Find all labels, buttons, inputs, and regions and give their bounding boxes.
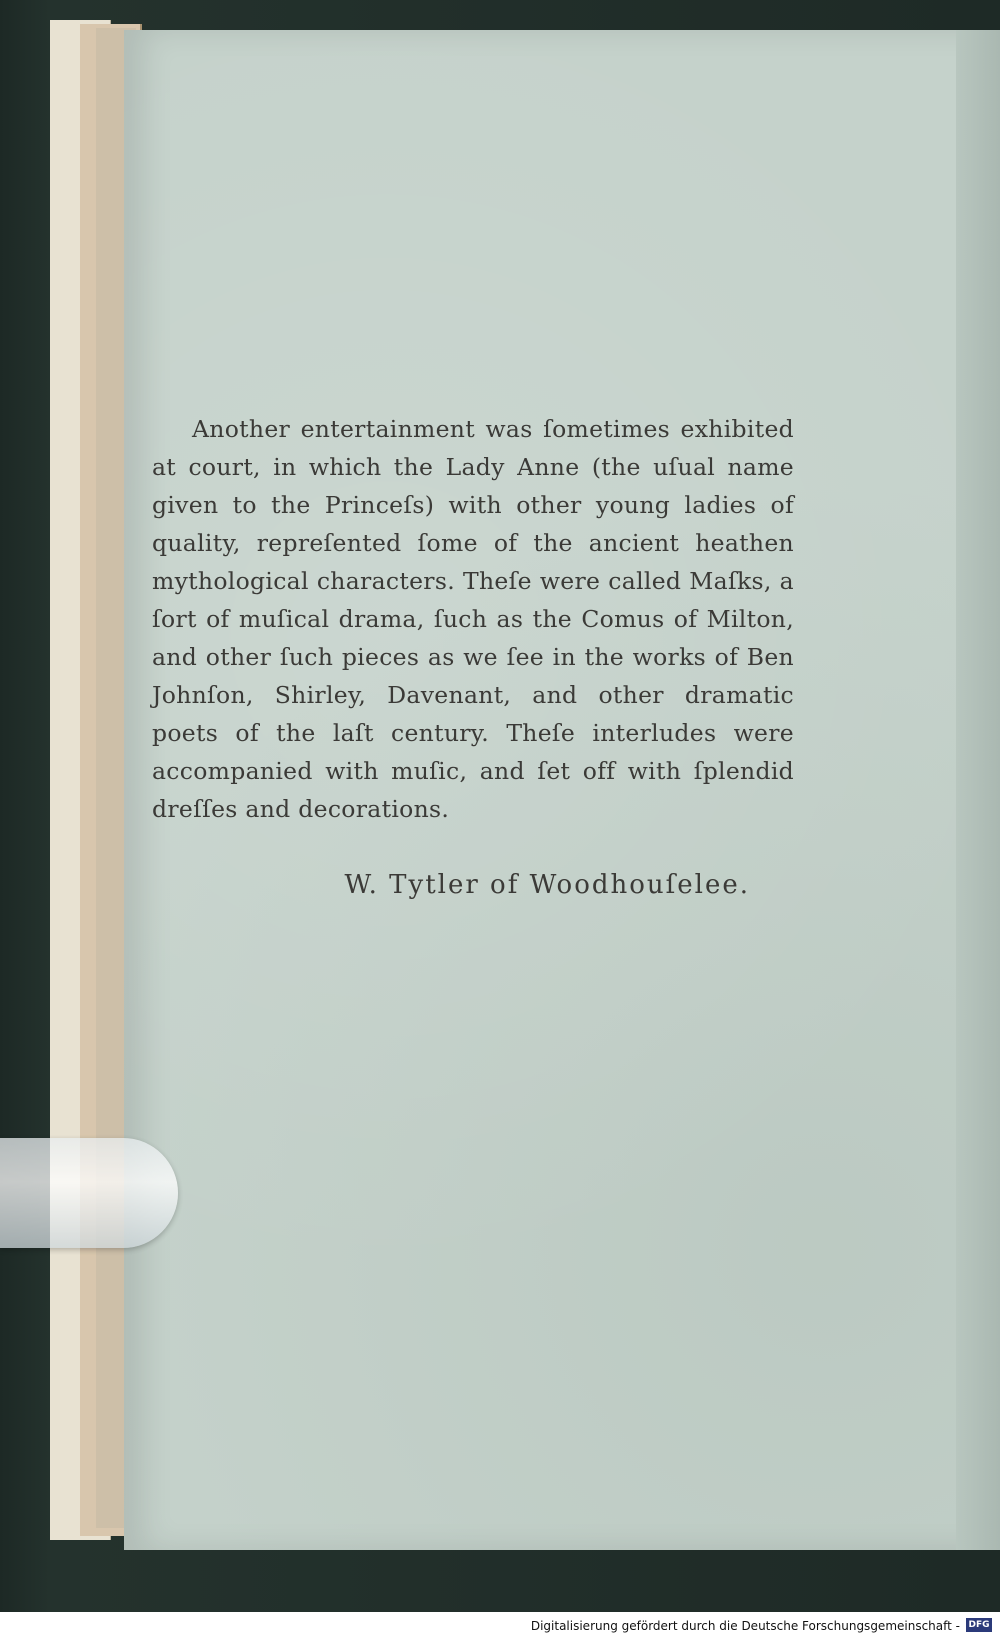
body-paragraph: Another entertainment was ſometimes exhibited at court, in which the Lady Anne (the uſual name given to the Princeſs) with other young ladies of quality, repreſented ſome of the ancient heathen mythological characters. Theſe were called Maſks, a ſort of muſical drama, ſuch as the Comus of Milton, and other ſuch pieces as we ſee in the works of Ben Johnſon, Shirley, Davenant, and other dramatic poets of the laſt century. Theſe interludes were accompanied with muſic, and ſet off with ſplendid dreſſes and decorations.	[152, 415, 794, 823]
author-signature: W. Tytler of Woodhouſelee.	[344, 870, 750, 900]
page-fold-edge	[956, 30, 1000, 1550]
page-clip-holder	[0, 1138, 178, 1248]
footer-credit: Digitalisierung gefördert durch die Deutsche Forschungsgemeinschaft -	[530, 1619, 960, 1633]
dfg-logo: DFG	[966, 1618, 992, 1632]
footer-bar	[0, 1612, 1000, 1637]
